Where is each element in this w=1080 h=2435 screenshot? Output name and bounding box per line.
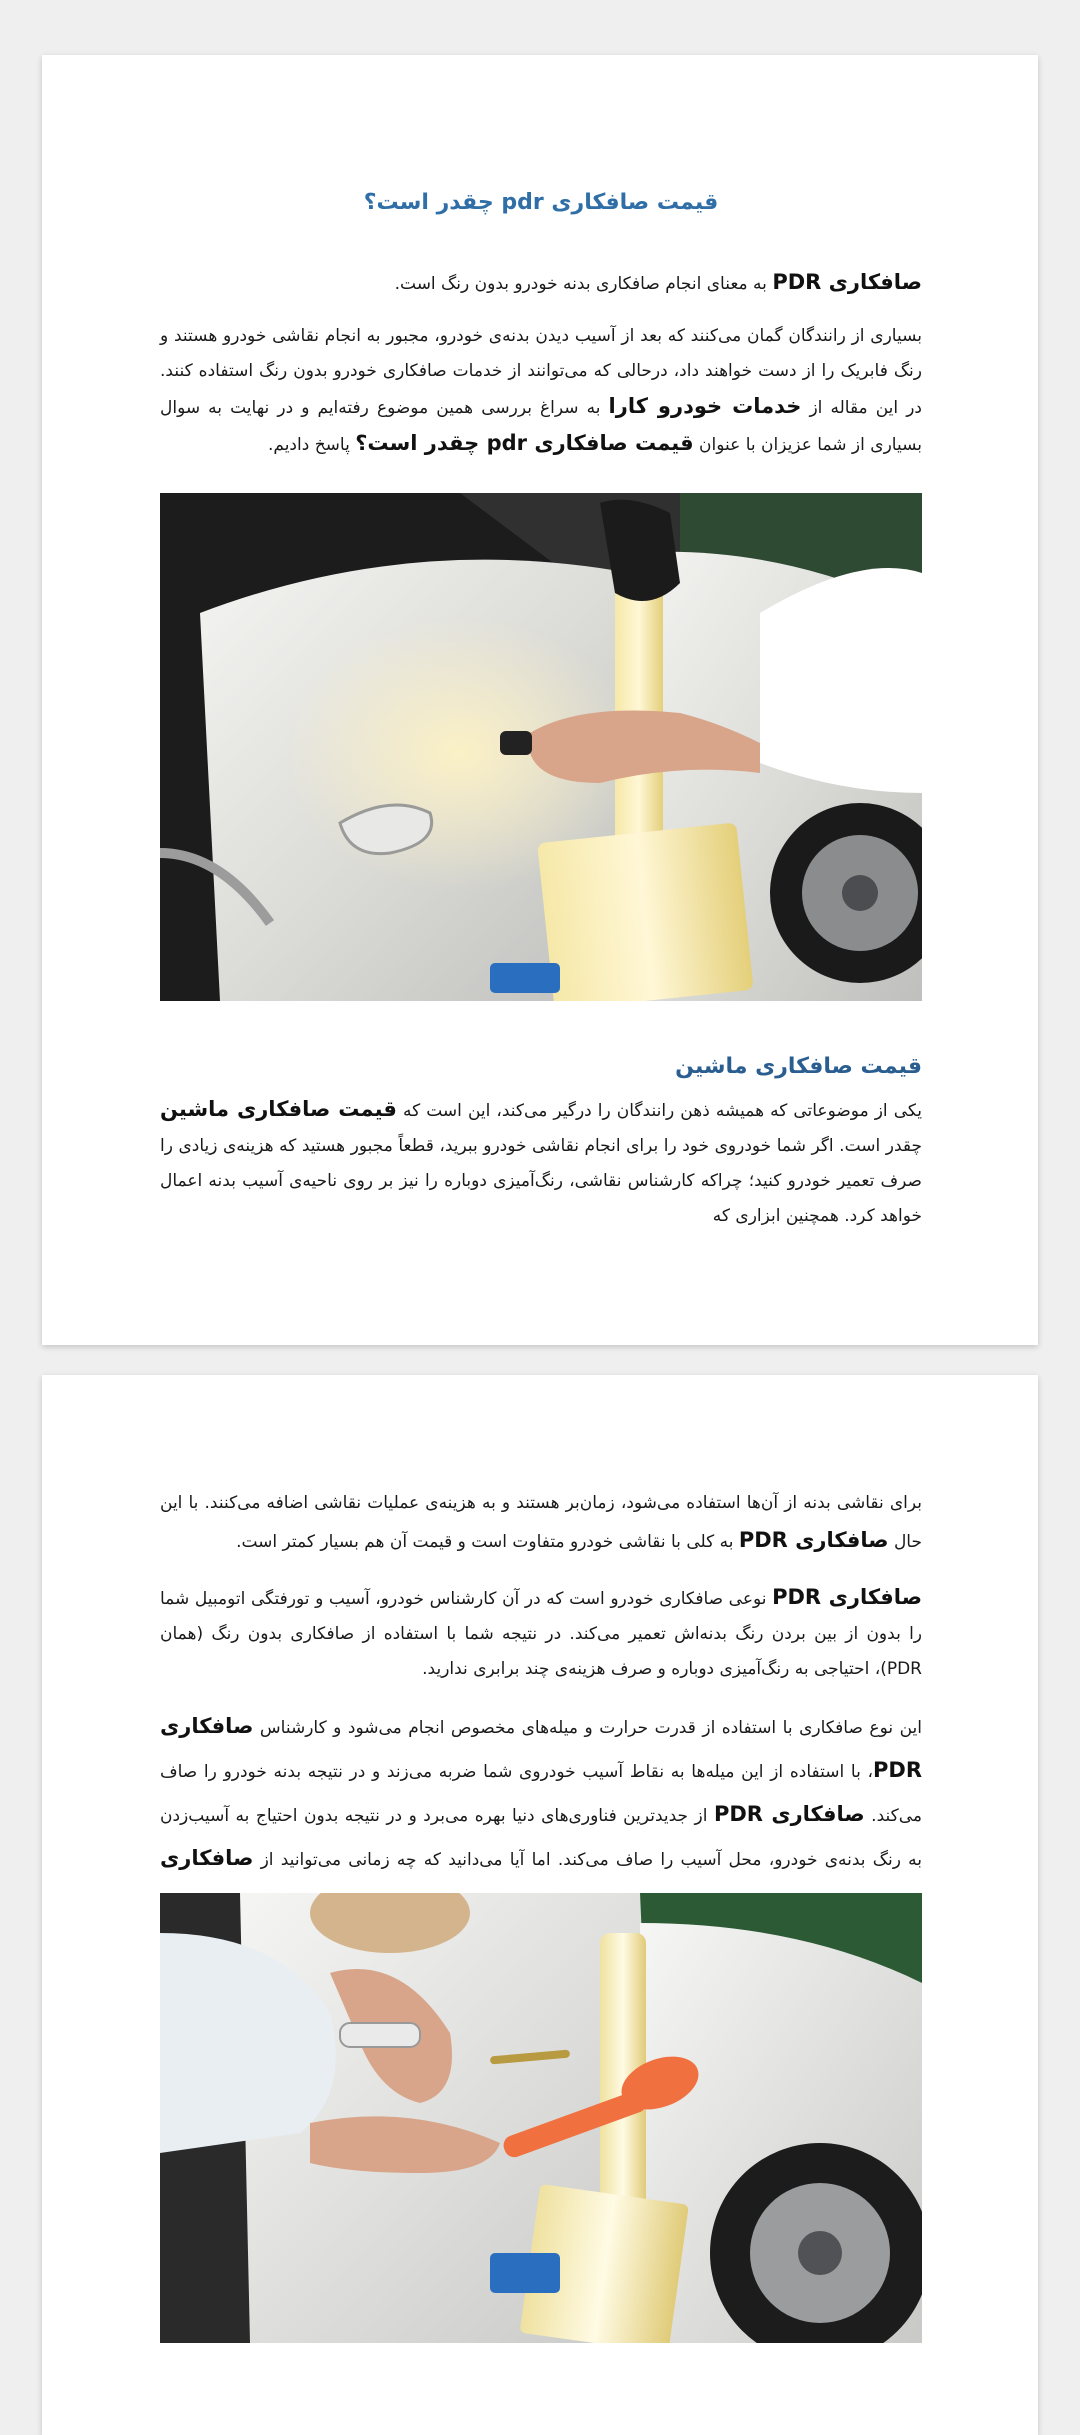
- paragraph-text: بسیاری از رانندگان گمان می‌کنند که بعد از آسیب دیدن بدنه‌ی خودرو، مجبور به انجام نقاشی خودرو هستند و رنگ فابریک را از دست خواهند داد، درحالی که می‌توانند از خدمات صافکاری خودرو بدون رنگ استفاده کنند. در این مقاله از: [160, 326, 923, 418]
- bold-link-term: خدمات خودرو کارا: [608, 394, 802, 418]
- paragraph-text: به معنای انجام صافکاری بدنه خودرو بدون رنگ است.: [394, 274, 773, 294]
- document-page-2: [42, 1375, 1038, 2435]
- paragraph-text: به سراغ بررسی همین موضوع رفته‌ایم و در نهایت به سوال بسیاری از شما عزیزان با عنوان: [160, 398, 922, 455]
- bold-term: صافکاری PDR: [713, 1802, 865, 1826]
- continuation-paragraph: [160, 1485, 922, 1561]
- pdr-method-paragraph: [160, 1705, 922, 1925]
- article-title: قیمت صافکاری pdr چقدر است؟: [363, 190, 719, 215]
- bold-term: قیمت صافکاری pdr چقدر است؟: [355, 431, 694, 455]
- bold-term: صافکاری: [160, 1846, 254, 1870]
- bold-term: صافکاری PDR: [772, 1585, 922, 1609]
- paragraph-text: ، با استفاده از این میله‌ها به نقاط آسیب خودروی شما ضربه می‌زند و در نتیجه بدنه خودرو را صاف می‌کند.: [160, 1762, 922, 1826]
- paragraph-text: به کلی با نقاشی خودرو متفاوت است و قیمت آن هم بسیار کمتر است.: [236, 1532, 739, 1552]
- paragraph-text: پاسخ دادیم.: [267, 435, 356, 455]
- pdr-repair-photo-1: [160, 493, 922, 1001]
- paragraph-text: نوعی صافکاری خودرو است که در آن کارشناس خودرو، آسیب و تورفتگی اتومبیل شما را بدون از بین بردن رنگ بدنه‌اش تعمیر می‌کند. در نتیجه شما با استفاده از صافکاری بدون رنگ (همان PDR)، احتیاجی به رنگ‌آمیزی دوباره و صرف هزینه‌ی چند برابری ندارید.: [160, 1589, 922, 1679]
- body-paragraph: [160, 319, 922, 463]
- section-heading: قیمت صافکاری ماشین: [675, 1054, 922, 1079]
- page2-block-2: [160, 1580, 922, 1687]
- photo-illustration: [160, 493, 922, 1001]
- page2-block-3: [160, 1705, 922, 1925]
- page2-block-1: [160, 1485, 922, 1561]
- paragraph-text: چقدر است. اگر شما خودروی خود را برای انجام نقاشی خودرو ببرید، قطعاً مجبور هستید که هزینه‌ی زیادی را صرف تعمیر خودرو کنید؛ چراکه کارشناس نقاشی، رنگ‌آمیزی دوباره را نیز بر روی ناحیه‌ی آسیب بدنه اعمال خواهد کرد. همچنین ابزاری که: [160, 1136, 922, 1226]
- paragraph-text: برای نقاشی بدنه از آن‌ها استفاده می‌شود، زمان‌بر هستند و به هزینه‌ی عملیات نقاشی اضافه می‌کنند. با این حال: [160, 1493, 922, 1552]
- page1-body-block: [160, 319, 922, 463]
- bold-term: صافکاری PDR: [160, 1714, 922, 1782]
- photo-illustration: [160, 1893, 922, 2343]
- page1-section-body: [160, 1092, 922, 1234]
- section-paragraph: [160, 1092, 922, 1234]
- paragraph-text: این نوع صافکاری با استفاده از قدرت حرارت و میله‌های مخصوص انجام می‌شود و کارشناس: [253, 1718, 922, 1738]
- page1-intro-block: [160, 265, 922, 301]
- page1-section-block: [160, 1050, 922, 1084]
- pdr-repair-photo-2: [160, 1893, 922, 2343]
- pdr-definition-paragraph: [160, 1580, 922, 1687]
- paragraph-text: از جدیدترین فناوری‌های دنیا بهره می‌برد و در نتیجه بدون احتیاج به آسیب‌زدن به رنگ بدنه‌ی خودرو، محل آسیب را صاف می‌کند. اما آیا می‌دانید که چه زمانی می‌توانید از: [160, 1806, 922, 1870]
- bold-term: صافکاری PDR: [738, 1528, 889, 1552]
- bold-term: قیمت صافکاری ماشین: [160, 1097, 397, 1121]
- paragraph-text: یکی از موضوعاتی که همیشه ذهن رانندگان را درگیر می‌کند، این است که: [396, 1101, 922, 1121]
- document-page-1: [42, 55, 1038, 1345]
- intro-paragraph: [160, 265, 922, 301]
- bold-term: صافکاری PDR: [772, 270, 922, 294]
